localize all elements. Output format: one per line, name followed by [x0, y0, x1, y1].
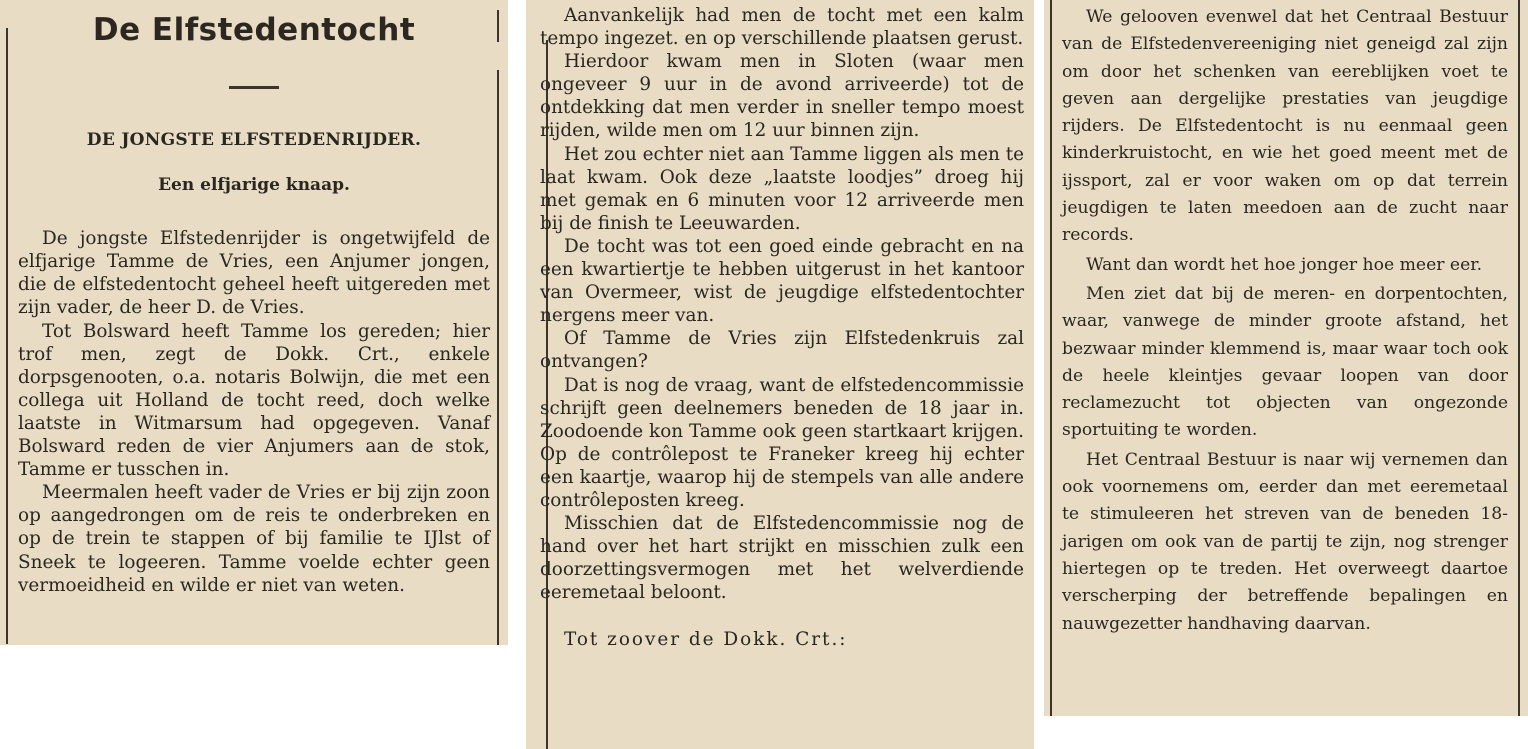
column-rule-left: [6, 28, 8, 644]
column-rule-right: [1518, 0, 1520, 716]
closing-line: Tot zoover de Dokk. Crt.:: [564, 629, 848, 651]
paragraph: Meermalen heeft vader de Vries er bij zijn zoon op aangedrongen om de reis te onderbreken en op de trein te stappen of bij familie te IJlst of Sneek te logeeren. Tamme voelde echter geen vermoeidheid en wilde er niet van weten.: [18, 482, 490, 596]
paragraph: Want dan wordt het hoe jonger hoe meer eer.: [1086, 254, 1483, 275]
paragraph: Aanvankelijk had men de tocht met een kalm tempo ingezet. en op verschillende plaatsen gerust.: [540, 5, 1024, 50]
paragraph: De jongste Elfstedenrijder is ongetwijfeld de elfjarige Tamme de Vries, een Anjumer jongen, die de elfstedentocht geheel heeft uitgereden met zijn vader, de heer D. de Vries.: [18, 228, 490, 319]
paragraph: We gelooven evenwel dat het Centraal Bestuur van de Elfstedenvereeniging niet geneigd zal zijn om door het schenken van eereblijken voet te geven aan dergelijke prestaties van jeugdige rijders. De Elfstedentocht is nu eenmaal geen kinderkruistocht, en wie het goed meent met de ijssport, zal er voor waken om op dat terrein jeugdigen te laten meedoen aan de zucht naar records.: [1062, 7, 1508, 246]
paragraph: Tot Bolsward heeft Tamme los gereden; hier trof men, zegt de Dokk. Crt., enkele dorpsgenooten, o.a. notaris Bolwijn, die met een collega uit Holland de tocht reed, doch welke laatste in Witmarsum had opgegeven. Vanaf Bolsward reden de vier Anjumers aan de stok, Tamme er tusschen in.: [18, 320, 490, 481]
title-divider: [229, 86, 279, 89]
article-title: De Elfstedentocht: [92, 12, 416, 48]
column-rule-left: [1050, 0, 1052, 716]
paragraph: Of Tamme de Vries zijn Elfstedenkruis zal ontvangen?: [540, 328, 1024, 373]
paragraph: Hierdoor kwam men in Sloten (waar men ongeveer 9 uur in de avond arriveerde) tot de ontdekking dat men verder in sneller tempo moest rijden, wilde men om 12 uur binnen zijn.: [540, 51, 1024, 142]
column-rule-right-top: [497, 10, 499, 42]
article-subheading: DE JONGSTE ELFSTEDENRIJDER.: [86, 130, 422, 150]
column-rule-right: [497, 70, 499, 645]
paragraph: Misschien dat de Elfstedencommissie nog de hand over het hart strijkt en misschien zulk een doorzettingsvermogen met het welverdiende eeremetaal beloont.: [540, 513, 1024, 604]
article-subsubheading: Een elfjarige knaap.: [158, 175, 350, 196]
article-column-1: [18, 10, 490, 597]
article-column-2: [540, 4, 1024, 652]
article-column-3: [1062, 4, 1508, 638]
paragraph: Het Centraal Bestuur is naar wij vernemen dan ook voornemens om, eerder dan met eeremetaal te stimuleeren het streven van de beneden 18-jarigen om ook van de partij te zijn, nog strenger hiertegen op te treden. Het overweegt daartoe verscherping der betreffende bepalingen en nauwgezetter handhaving daarvan.: [1062, 449, 1508, 634]
paragraph: Dat is nog de vraag, want de elfstedencommissie schrijft geen deelnemers beneden de 18 jaar in. Zoodoende kon Tamme ook geen startkaart krijgen. Op de contrôlepost te Franeker kreeg hij echter een kaartje, waarop hij de stempels van alle andere contrôleposten kreeg.: [540, 374, 1024, 511]
paragraph: Men ziet dat bij de meren- en dorpentochten, waar, vanwege de minder groote afstand, het bezwaar minder klemmend is, maar waar toch ook de heele kleintjes gevaar loopen van door reclamezucht tot objecten van ongezonde sportuiting te worden.: [1062, 283, 1508, 441]
newspaper-clipping-3: [1044, 0, 1528, 716]
newspaper-clipping-1: [0, 0, 508, 645]
newspaper-clipping-2: [526, 0, 1034, 749]
paragraph: De tocht was tot een goed einde gebracht en na een kwartiertje te hebben uitgerust in het kantoor van Overmeer, wist de jeugdige elfstedentochter nergens meer van.: [540, 235, 1024, 327]
paragraph: Het zou echter niet aan Tamme liggen als men te laat kwam. Ook deze „laatste loodjes” droeg hij met gemak en 6 minuten voor 12 arriveerde men bij de finish te Leeuwarden.: [540, 143, 1024, 234]
